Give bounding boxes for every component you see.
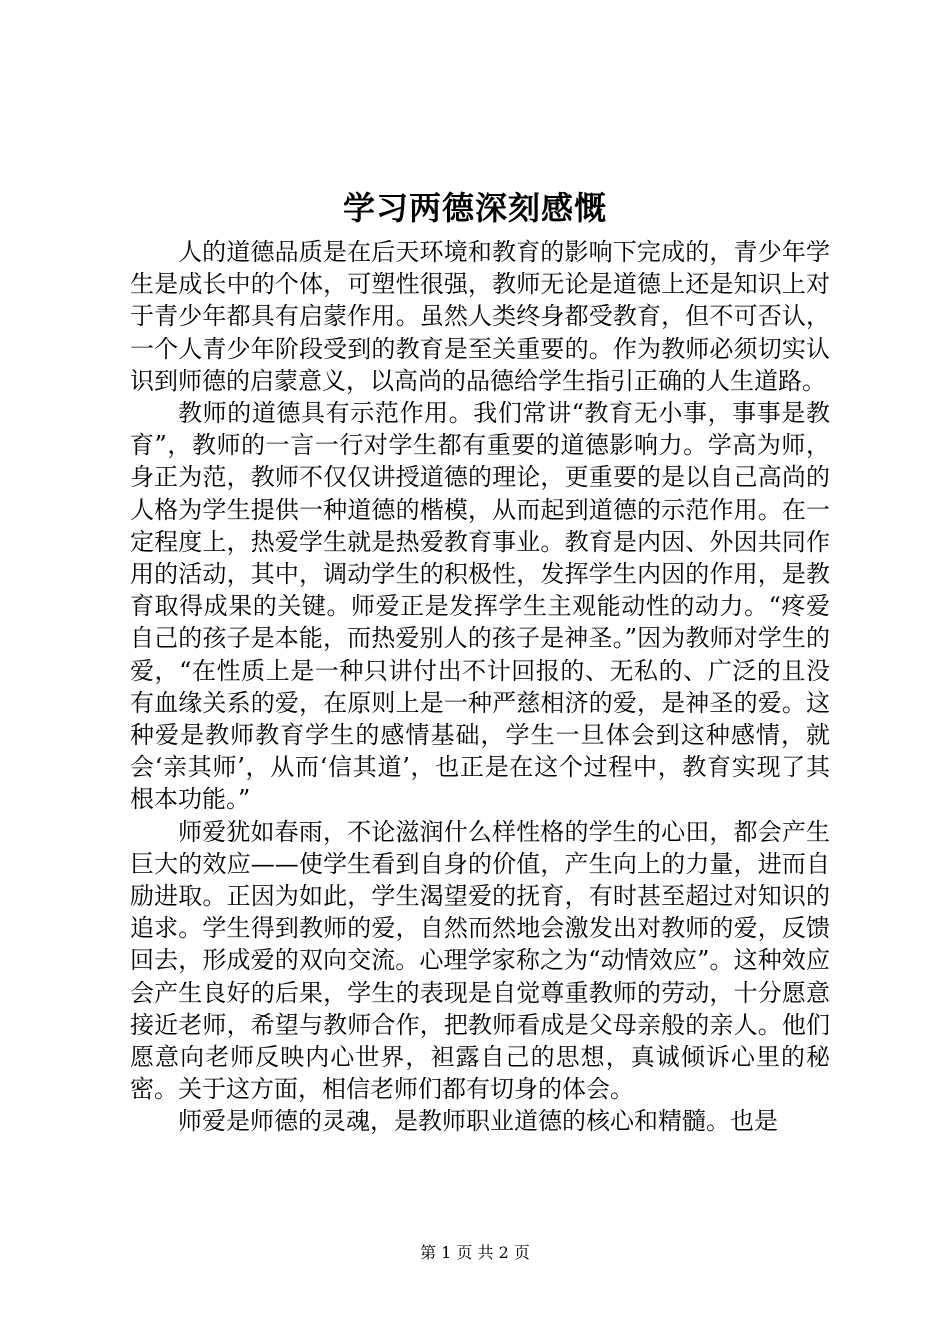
paragraph: 师爱犹如春雨，不论滋润什么样性格的学生的心田，都会产生巨大的效应——使学生看到自身的价值，产生向上的力量，进而自励进取。正因为如此，学生渴望爱的抚育，有时甚至超过对知识的追求。学生得到教师的爱，自然而然地会激发出对教师的爱，反馈回去，形成爱的双向交流。心理学家称之为“动情效应”。这种效应会产生良好的后果，学生的表现是自觉尊重教师的劳动，十分愿意接近老师，希望与教师合作，把教师看成是父母亲般的亲人。他们愿意向老师反映内心世界，袒露自己的思想，真诚倾诉心里的秘密。关于这方面，相信老师们都有切身的体会。 bbox=[130, 817, 830, 1104]
document-title: 学习两德深刻感慨 bbox=[342, 189, 607, 227]
paragraph: 人的道德品质是在后天环境和教育的影响下完成的，青少年学生是成长中的个体，可塑性很强，教师无论是道德上还是知识上对于青少年都具有启蒙作用。虽然人类终身都受教育，但不可否认，一个人青少年阶段受到的教育是至关重要的。作为教师必须切实认识到师德的启蒙意义，以高尚的品德给学生指引正确的人生道路。 bbox=[130, 238, 830, 395]
document-body bbox=[130, 236, 830, 1138]
paragraph: 教师的道德具有示范作用。我们常讲“教育无小事，事事是教育”，教师的一言一行对学生都有重要的道德影响力。学高为师，身正为范，教师不仅仅讲授道德的理论，更重要的是以自己高尚的人格为学生提供一种道德的楷模，从而起到道德的示范作用。在一定程度上，热爱学生就是热爱教育事业。教育是内因、外因共同作用的活动，其中，调动学生的积极性，发挥学生内因的作用，是教育取得成果的关键。师爱正是发挥学生主观能动性的动力。“疼爱自己的孩子是本能，而热爱别人的孩子是神圣。”因为教师对学生的爱，“在性质上是一种只讲付出不计回报的、无私的、广泛的且没有血缘关系的爱，在原则上是一种严慈相济的爱，是神圣的爱。这种爱是教师教育学生的感情基础，学生一旦体会到这种感情，就会‘亲其师’，从而‘信其道’，也正是在这个过程中，教育实现了其根本功能。” bbox=[130, 399, 830, 814]
paragraph: 师爱是师德的灵魂，是教师职业道德的核心和精髓。也是 bbox=[178, 1107, 778, 1136]
page-footer: 第 1 页 共 2 页 bbox=[420, 1243, 530, 1262]
